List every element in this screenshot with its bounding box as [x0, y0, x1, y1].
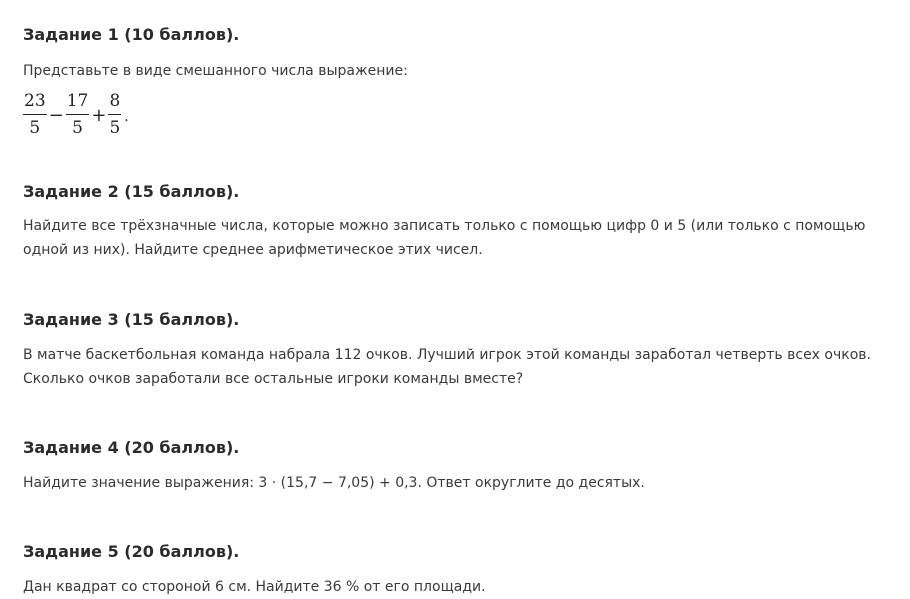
expression-end-period: . — [124, 109, 129, 125]
task-4-text: Найдите значение выражения: 3 · (15,7 − 7,05) + 0,3. Ответ округлите до десятых. — [23, 475, 645, 491]
minus-operator: − — [48, 104, 64, 126]
fraction-1 — [23, 90, 47, 139]
task-1-expression — [23, 88, 129, 140]
task-1-text: Представьте в виде смешанного числа выражение: — [23, 63, 408, 79]
task-4-title: Задание 4 (20 баллов). — [23, 438, 240, 457]
fraction-1-numerator: 23 — [23, 90, 47, 115]
fraction-3-denominator: 5 — [109, 117, 121, 138]
task-5-text: Дан квадрат со стороной 6 см. Найдите 36 % от его площади. — [23, 579, 486, 595]
fraction-2-numerator: 17 — [66, 90, 90, 115]
task-5-title: Задание 5 (20 баллов). — [23, 542, 240, 561]
fraction-3 — [108, 90, 121, 139]
task-3-title: Задание 3 (15 баллов). — [23, 310, 240, 329]
fraction-2-denominator: 5 — [72, 117, 83, 138]
task-1-title: Задание 1 (10 баллов). — [23, 25, 240, 44]
task-2-text: Найдите все трёхзначные числа, которые можно записать только с помощью цифр 0 и 5 (или только с помощью одной из них). Найдите среднее арифметическое этих чисел. — [23, 218, 866, 258]
plus-operator: + — [91, 104, 107, 126]
task-3-text: В матче баскетбольная команда набрала 112 очков. Лучший игрок этой команды заработал четверть всех очков. Сколько очков заработали все остальные игроки команды вместе? — [23, 347, 871, 387]
fraction-1-denominator: 5 — [29, 117, 41, 138]
fraction-2 — [66, 90, 90, 139]
task-2-title: Задание 2 (15 баллов). — [23, 182, 240, 201]
fraction-3-numerator: 8 — [108, 90, 121, 115]
